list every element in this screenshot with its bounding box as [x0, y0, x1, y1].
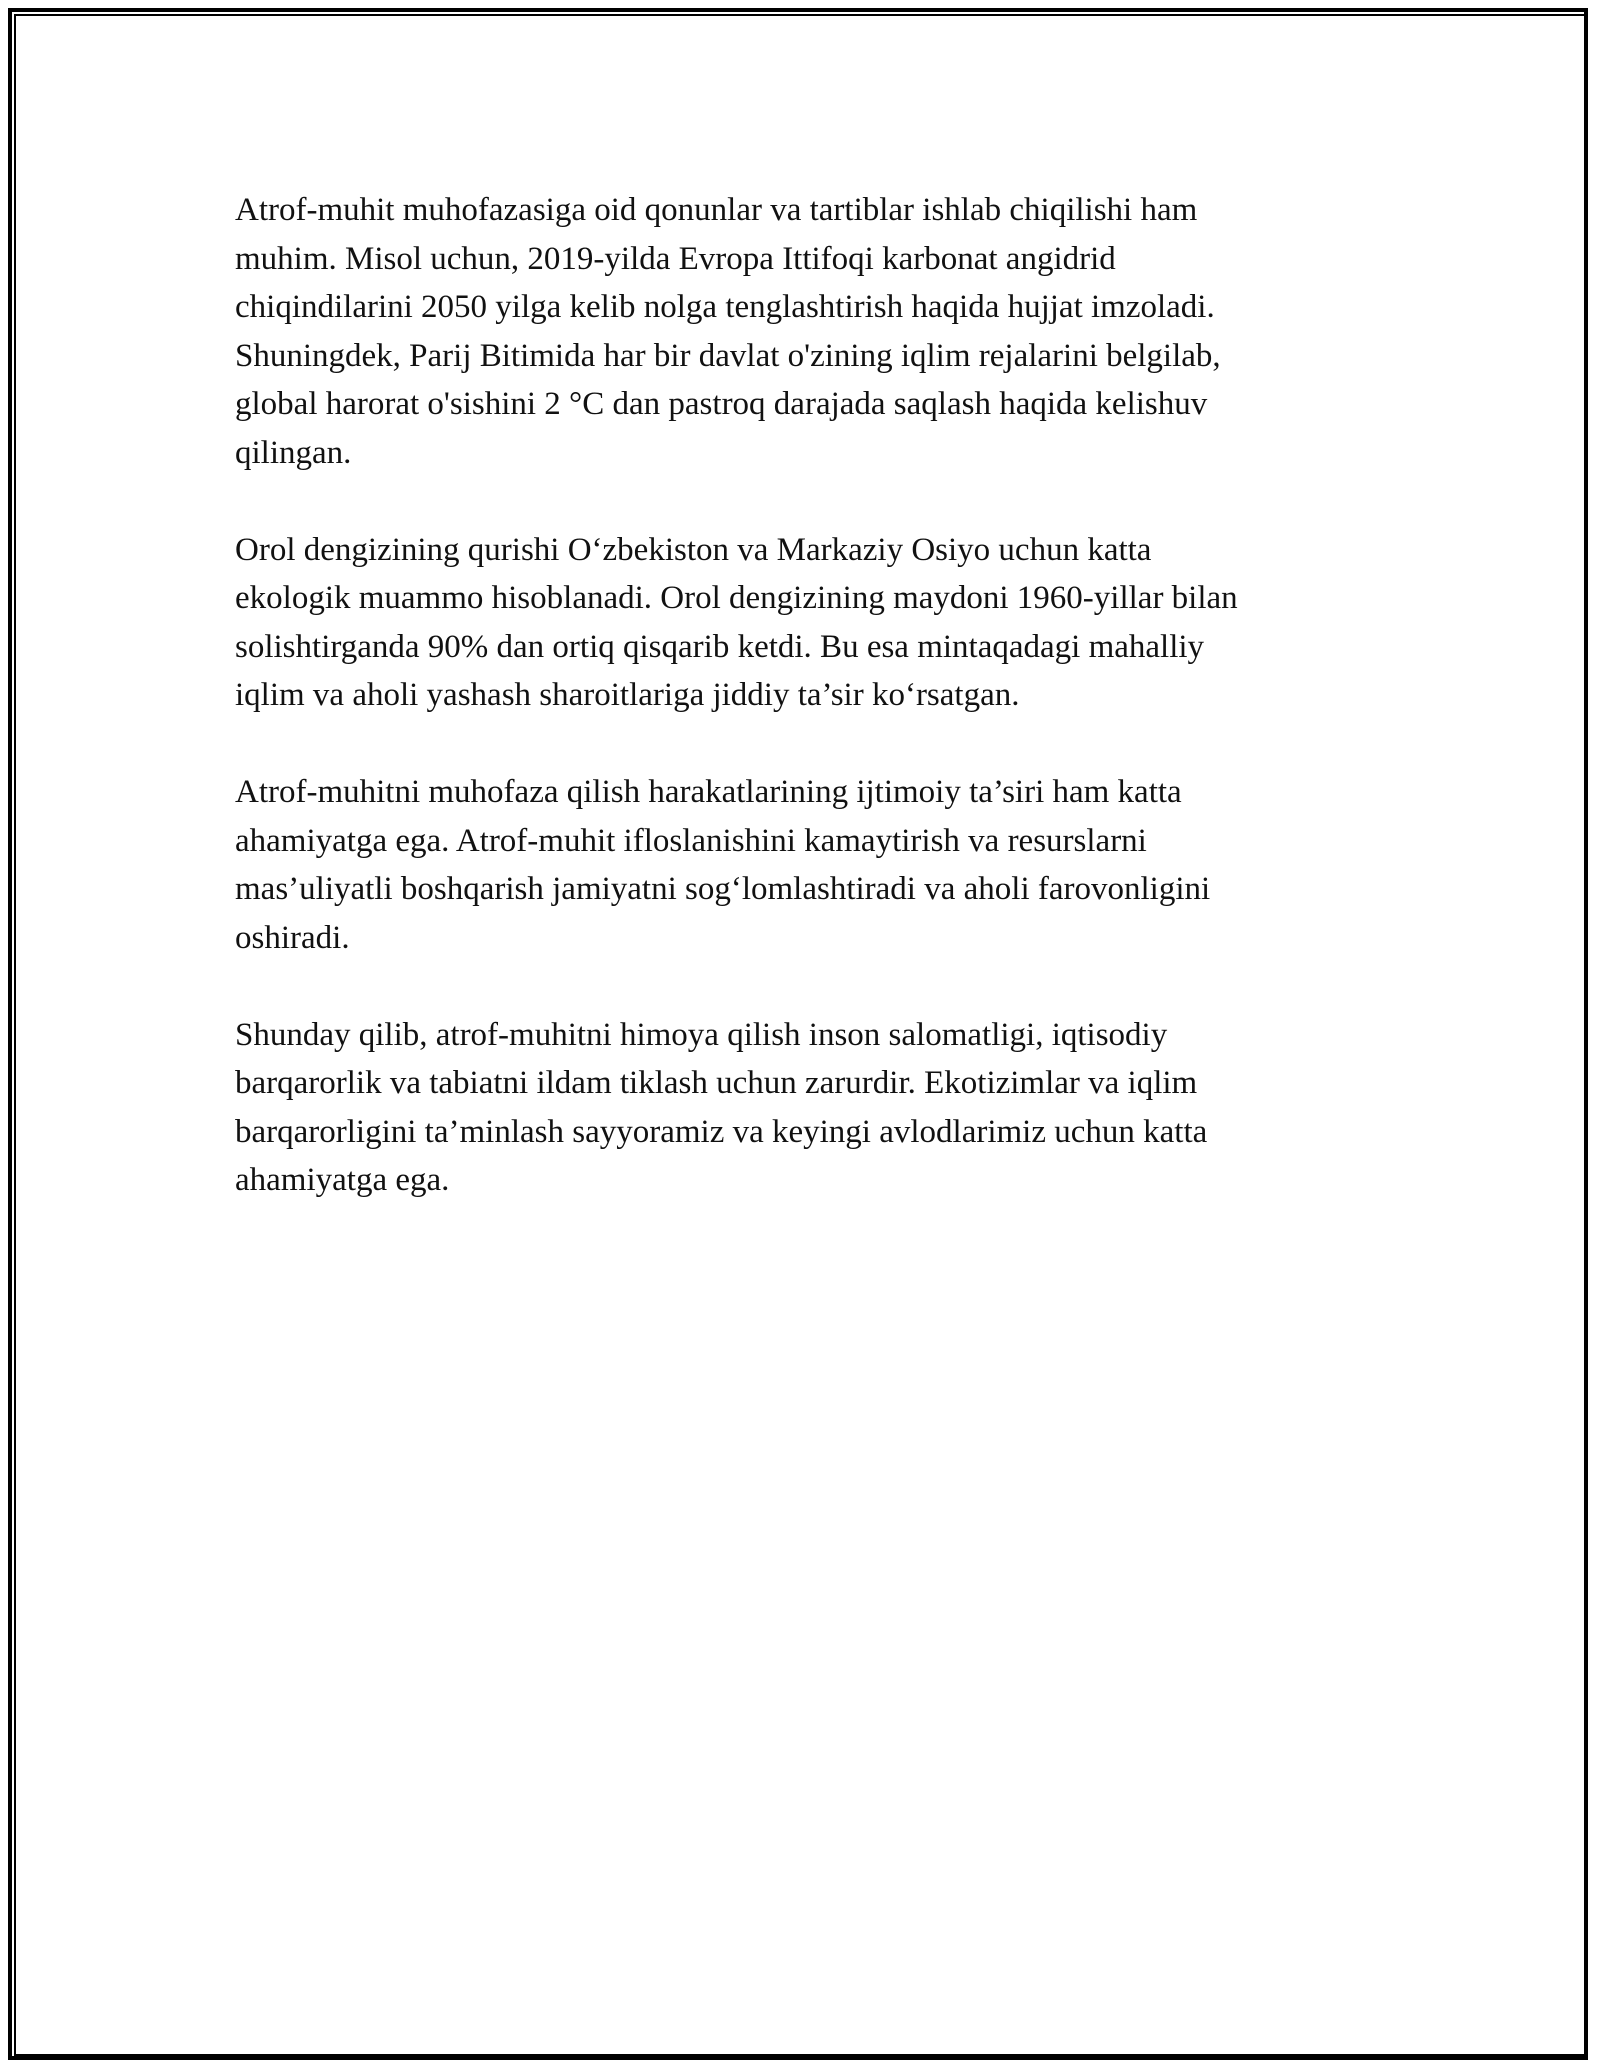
paragraph-aral-sea: Orol dengizining qurishi O‘zbekiston va Markaziy Osiyo uchun katta ekologik muammo hisoblanadi. Orol dengizining maydoni 1960-yillar bilan solishtirganda 90% dan ortiq qisqarib ketdi. Bu esa mintaqadagi mahalliy iqlim va aholi yashash sharoitlariga jiddiy ta’sir ko‘rsatgan. — [235, 531, 1238, 713]
paragraph-environmental-laws: Atrof-muhit muhofazasiga oid qonunlar va tartiblar ishlab chiqilishi ham muhim. Misol uchun, 2019-yilda Evropa Ittifoqi karbonat angidrid chiqindilarini 2050 yilga kelib nolga tenglashtirish haqida hujjat imzoladi. Shuningdek, Parij Bitimida har bir davlat o'zining iqlim rejalarini belgilab, global harorat o'sishini 2 °C dan pastroq darajada saqlash haqida kelishuv qilingan. — [235, 192, 1221, 471]
paragraph-conclusion: Shunday qilib, atrof-muhitni himoya qilish inson salomatligi, iqtisodiy barqarorlik va tabiatni ildam tiklash uchun zarurdir. Ekotizimlar va iqlim barqarorligini ta’minlash sayyoramiz va keyingi avlodlarimiz uchun katta ahamiyatga ega. — [235, 1016, 1208, 1198]
paragraph-social-impact: Atrof-muhitni muhofaza qilish harakatlarining ijtimoiy ta’siri ham katta ahamiyatga ega. Atrof-muhit ifloslanishini kamaytirish va resurslarni mas’uliyatli boshqarish jamiyatni sog‘lomlashtiradi va aholi farovonligini oshiradi. — [235, 774, 1211, 956]
document-body — [235, 186, 1365, 1253]
